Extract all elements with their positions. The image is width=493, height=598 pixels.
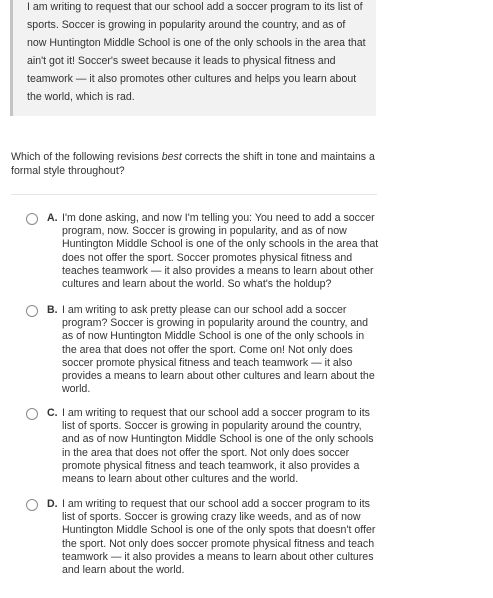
radio-button-d[interactable] (26, 499, 38, 511)
choice-text: I am writing to request that our school add a soccer program to its list of sports. Soccer is growing crazy like weeds, and as of now Huntington Middle School is one of the only spots that doesn't offer the sport. Not only does soccer promote physical fitness and teach teamwork — it also provides a means to learn about other cultures and learn about the world. (62, 498, 376, 577)
choice-text: I am writing to request that our school add a soccer program to its list of sports. Soccer is growing in popularity around the country, and as of now Huntington Middle School is one of the only schools in the area that does not offer the sport. Not only does soccer promote physical fitness and teach teamwork, it also provides a means to learn about other cultures and the world. (62, 407, 374, 486)
choice-letter: B. (47, 304, 58, 316)
choice-text: I am writing to ask pretty please can our school add a soccer program? Soccer is growing in popularity around the country, and as of now Huntington Middle School is one of the only schools in the area that does not offer the sport. Come on! Not only does soccer promote physical fitness and teach teamwork — it also provides a means to learn about other cultures and learn about the world. (62, 304, 375, 396)
choice-letter: C. (47, 407, 58, 419)
question-text-after: corrects the shift in tone and maintains a formal style throughout? (11, 151, 375, 177)
choice-letter: A. (47, 212, 58, 224)
question-prompt (11, 151, 381, 178)
question-emphasis: best (161, 151, 182, 163)
question-text-before: Which of the following revisions (11, 151, 162, 163)
divider (11, 194, 377, 195)
radio-button-c[interactable] (26, 408, 38, 420)
choice-letter: D. (47, 498, 58, 510)
choice-text: I'm done asking, and now I'm telling you: You need to add a soccer program, now. Soccer is growing in popularity, and as of now Huntington Middle School is one of the only schools in the area that does not offer the sport. Soccer promotes physical fitness and teaches teamwork — it also provides a means to learn about other cultures and learn about the world. So what's the holdup? (62, 212, 379, 291)
passage-text: I am writing to request that our school add a soccer program to its list of sports. Soccer is growing in popularity around the country, and as of now Huntington Middle School is one of the only schools in the area that ain't got it! Soccer's sweet because it leads to physical fitness and teamwork — it also promotes other cultures and helps you learn about the world, which is rad. (27, 1, 366, 103)
passage-box (10, 0, 376, 116)
radio-button-b[interactable] (26, 305, 38, 317)
radio-button-a[interactable] (26, 213, 38, 225)
